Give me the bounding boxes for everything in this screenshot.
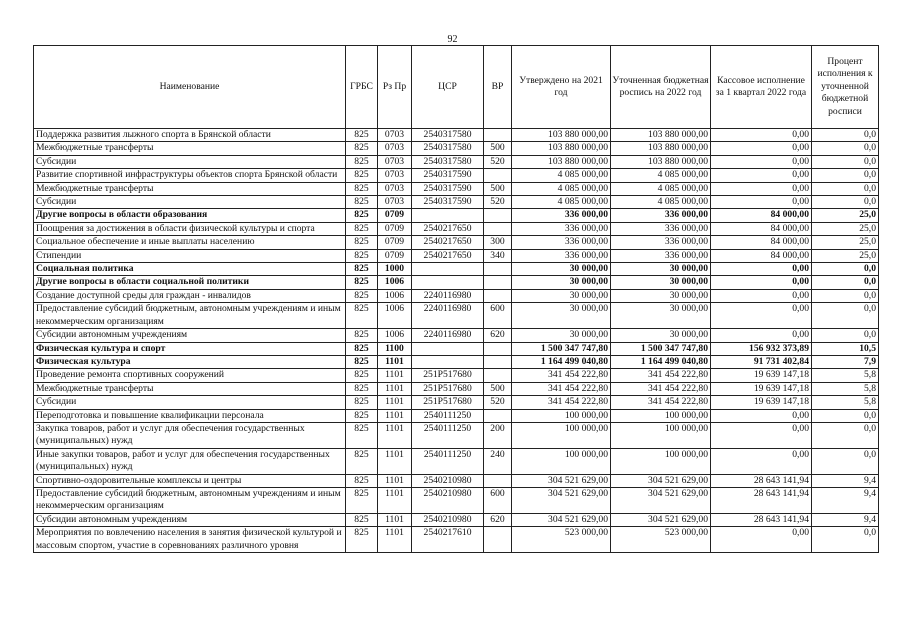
- cell-name: Межбюджетные трансферты: [34, 142, 346, 155]
- cell-vr: [484, 527, 512, 553]
- cell-rzpr: 1101: [378, 474, 412, 487]
- cell-vr: 600: [484, 487, 512, 513]
- cell-grbs: 825: [346, 169, 378, 182]
- cell-percent: 0,0: [812, 263, 879, 276]
- cell-refined: 336 000,00: [611, 249, 711, 262]
- cell-rzpr: 1101: [378, 355, 412, 368]
- cell-name: Поддержка развития лыжного спорта в Брянской области: [34, 129, 346, 142]
- cell-approved: 103 880 000,00: [512, 155, 611, 168]
- cell-grbs: 825: [346, 155, 378, 168]
- cell-percent: 0,0: [812, 129, 879, 142]
- cell-refined: 103 880 000,00: [611, 142, 711, 155]
- cell-cash: 0,00: [711, 169, 812, 182]
- cell-vr: 500: [484, 182, 512, 195]
- cell-cash: 28 643 141,94: [711, 513, 812, 526]
- cell-approved: 304 521 629,00: [512, 474, 611, 487]
- cell-csr: 2540210980: [412, 513, 484, 526]
- cell-percent: 0,0: [812, 182, 879, 195]
- header-name: Наименование: [34, 46, 346, 129]
- cell-name: Проведение ремонта спортивных сооружений: [34, 369, 346, 382]
- header-vr: ВР: [484, 46, 512, 129]
- cell-percent: 9,4: [812, 513, 879, 526]
- cell-csr: 2540111250: [412, 448, 484, 474]
- cell-grbs: 825: [346, 396, 378, 409]
- cell-grbs: 825: [346, 222, 378, 235]
- cell-rzpr: 1101: [378, 369, 412, 382]
- cell-cash: 0,00: [711, 289, 812, 302]
- cell-vr: 300: [484, 236, 512, 249]
- cell-vr: [484, 355, 512, 368]
- cell-approved: 336 000,00: [512, 249, 611, 262]
- cell-rzpr: 1000: [378, 263, 412, 276]
- table-row: [34, 474, 879, 487]
- cell-grbs: 825: [346, 487, 378, 513]
- table-row: [34, 276, 879, 289]
- cell-name: Межбюджетные трансферты: [34, 182, 346, 195]
- cell-rzpr: 0709: [378, 209, 412, 222]
- cell-rzpr: 1101: [378, 409, 412, 422]
- cell-vr: 600: [484, 303, 512, 329]
- cell-name: Субсидии автономным учреждениям: [34, 513, 346, 526]
- cell-rzpr: 0703: [378, 155, 412, 168]
- cell-name: Предоставление субсидий бюджетным, автономным учреждениям и иным некоммерческим организациям: [34, 303, 346, 329]
- cell-approved: 304 521 629,00: [512, 513, 611, 526]
- cell-percent: 0,0: [812, 289, 879, 302]
- cell-name: Физическая культура и спорт: [34, 342, 346, 355]
- cell-percent: 0,0: [812, 142, 879, 155]
- cell-rzpr: 0703: [378, 182, 412, 195]
- cell-approved: 100 000,00: [512, 409, 611, 422]
- cell-name: Спортивно-оздоровительные комплексы и центры: [34, 474, 346, 487]
- cell-vr: 500: [484, 142, 512, 155]
- cell-refined: 341 454 222,80: [611, 382, 711, 395]
- table-row: [34, 222, 879, 235]
- cell-vr: [484, 409, 512, 422]
- cell-grbs: 825: [346, 448, 378, 474]
- table-row: [34, 342, 879, 355]
- cell-vr: [484, 263, 512, 276]
- cell-grbs: 825: [346, 369, 378, 382]
- cell-approved: 304 521 629,00: [512, 487, 611, 513]
- cell-approved: 523 000,00: [512, 527, 611, 553]
- table-header-row: [34, 46, 879, 129]
- cell-vr: 200: [484, 422, 512, 448]
- cell-name: Иные закупки товаров, работ и услуг для обеспечения государственных (муниципальных) нужд: [34, 448, 346, 474]
- cell-vr: [484, 129, 512, 142]
- cell-name: Переподготовка и повышение квалификации персонала: [34, 409, 346, 422]
- cell-percent: 0,0: [812, 329, 879, 342]
- cell-percent: 0,0: [812, 422, 879, 448]
- cell-name: Субсидии: [34, 396, 346, 409]
- cell-name: Социальная политика: [34, 263, 346, 276]
- cell-refined: 30 000,00: [611, 329, 711, 342]
- cell-approved: 103 880 000,00: [512, 142, 611, 155]
- cell-vr: [484, 209, 512, 222]
- cell-refined: 30 000,00: [611, 289, 711, 302]
- cell-percent: 7,9: [812, 355, 879, 368]
- cell-percent: 5,8: [812, 382, 879, 395]
- cell-name: Другие вопросы в области социальной политики: [34, 276, 346, 289]
- table-row: [34, 182, 879, 195]
- table-row: [34, 369, 879, 382]
- cell-grbs: 825: [346, 236, 378, 249]
- cell-approved: 30 000,00: [512, 289, 611, 302]
- cell-refined: 4 085 000,00: [611, 182, 711, 195]
- cell-csr: 2540210980: [412, 487, 484, 513]
- cell-csr: 2540217650: [412, 236, 484, 249]
- cell-cash: 19 639 147,18: [711, 396, 812, 409]
- cell-cash: 28 643 141,94: [711, 487, 812, 513]
- cell-vr: 520: [484, 196, 512, 209]
- cell-csr: 2240116980: [412, 303, 484, 329]
- table-row: [34, 209, 879, 222]
- cell-name: Другие вопросы в области образования: [34, 209, 346, 222]
- header-rzpr: Рз Пр: [378, 46, 412, 129]
- cell-rzpr: 0703: [378, 169, 412, 182]
- cell-cash: 0,00: [711, 196, 812, 209]
- cell-rzpr: 1101: [378, 396, 412, 409]
- cell-grbs: 825: [346, 527, 378, 553]
- cell-csr: 2540317590: [412, 169, 484, 182]
- cell-grbs: 825: [346, 182, 378, 195]
- cell-vr: 520: [484, 396, 512, 409]
- cell-approved: 1 164 499 040,80: [512, 355, 611, 368]
- cell-refined: 30 000,00: [611, 303, 711, 329]
- cell-name: Социальное обеспечение и иные выплаты населению: [34, 236, 346, 249]
- cell-cash: 156 932 373,89: [711, 342, 812, 355]
- cell-approved: 30 000,00: [512, 276, 611, 289]
- cell-rzpr: 1101: [378, 527, 412, 553]
- table-row: [34, 409, 879, 422]
- cell-refined: 341 454 222,80: [611, 369, 711, 382]
- cell-approved: 30 000,00: [512, 329, 611, 342]
- cell-vr: [484, 276, 512, 289]
- cell-refined: 103 880 000,00: [611, 129, 711, 142]
- cell-approved: 100 000,00: [512, 448, 611, 474]
- cell-percent: 5,8: [812, 396, 879, 409]
- cell-refined: 1 500 347 747,80: [611, 342, 711, 355]
- cell-cash: 0,00: [711, 129, 812, 142]
- cell-grbs: 825: [346, 263, 378, 276]
- cell-approved: 341 454 222,80: [512, 396, 611, 409]
- cell-cash: 19 639 147,18: [711, 382, 812, 395]
- cell-vr: [484, 342, 512, 355]
- cell-csr: 2540111250: [412, 409, 484, 422]
- cell-refined: 100 000,00: [611, 448, 711, 474]
- cell-vr: [484, 169, 512, 182]
- cell-cash: 84 000,00: [711, 236, 812, 249]
- cell-name: Межбюджетные трансферты: [34, 382, 346, 395]
- cell-name: Развитие спортивной инфраструктуры объектов спорта Брянской области: [34, 169, 346, 182]
- cell-rzpr: 1101: [378, 513, 412, 526]
- cell-refined: 336 000,00: [611, 236, 711, 249]
- header-csr: ЦСР: [412, 46, 484, 129]
- cell-csr: 251P517680: [412, 396, 484, 409]
- cell-csr: 2540217650: [412, 249, 484, 262]
- cell-name: Поощрения за достижения в области физической культуры и спорта: [34, 222, 346, 235]
- cell-percent: 0,0: [812, 448, 879, 474]
- cell-approved: 4 085 000,00: [512, 169, 611, 182]
- cell-cash: 0,00: [711, 329, 812, 342]
- cell-csr: 2540317580: [412, 155, 484, 168]
- cell-approved: 336 000,00: [512, 222, 611, 235]
- cell-name: Субсидии: [34, 155, 346, 168]
- table-row: [34, 527, 879, 553]
- cell-cash: 84 000,00: [711, 222, 812, 235]
- cell-vr: 620: [484, 329, 512, 342]
- cell-vr: 500: [484, 382, 512, 395]
- cell-rzpr: 1006: [378, 276, 412, 289]
- cell-approved: 1 500 347 747,80: [512, 342, 611, 355]
- cell-approved: 100 000,00: [512, 422, 611, 448]
- cell-name: Субсидии: [34, 196, 346, 209]
- cell-csr: 2540317590: [412, 182, 484, 195]
- cell-refined: 523 000,00: [611, 527, 711, 553]
- table-row: [34, 382, 879, 395]
- table-row: [34, 422, 879, 448]
- cell-refined: 100 000,00: [611, 422, 711, 448]
- cell-approved: 103 880 000,00: [512, 129, 611, 142]
- cell-rzpr: 0703: [378, 142, 412, 155]
- cell-grbs: 825: [346, 249, 378, 262]
- cell-cash: 91 731 402,84: [711, 355, 812, 368]
- cell-percent: 25,0: [812, 236, 879, 249]
- cell-name: Закупка товаров, работ и услуг для обеспечения государственных (муниципальных) нужд: [34, 422, 346, 448]
- cell-cash: 0,00: [711, 155, 812, 168]
- cell-approved: 341 454 222,80: [512, 369, 611, 382]
- cell-rzpr: 0709: [378, 222, 412, 235]
- cell-csr: 2540317580: [412, 142, 484, 155]
- cell-percent: 0,0: [812, 303, 879, 329]
- cell-refined: 100 000,00: [611, 409, 711, 422]
- table-row: [34, 249, 879, 262]
- table-row: [34, 129, 879, 142]
- cell-cash: 28 643 141,94: [711, 474, 812, 487]
- cell-cash: 0,00: [711, 276, 812, 289]
- cell-grbs: 825: [346, 342, 378, 355]
- table-row: [34, 448, 879, 474]
- cell-grbs: 825: [346, 329, 378, 342]
- table-row: [34, 169, 879, 182]
- table-row: [34, 303, 879, 329]
- cell-approved: 30 000,00: [512, 263, 611, 276]
- cell-grbs: 825: [346, 355, 378, 368]
- cell-refined: 304 521 629,00: [611, 513, 711, 526]
- table-row: [34, 263, 879, 276]
- cell-csr: 2540210980: [412, 474, 484, 487]
- cell-name: Мероприятия по вовлечению населения в занятия физической культурой и массовым спортом, участие в соревнованиях различного уровня: [34, 527, 346, 553]
- cell-csr: [412, 342, 484, 355]
- cell-vr: [484, 474, 512, 487]
- cell-csr: [412, 209, 484, 222]
- cell-rzpr: 0703: [378, 129, 412, 142]
- cell-cash: 19 639 147,18: [711, 369, 812, 382]
- cell-grbs: 825: [346, 303, 378, 329]
- cell-approved: 336 000,00: [512, 236, 611, 249]
- cell-approved: 30 000,00: [512, 303, 611, 329]
- cell-approved: 336 000,00: [512, 209, 611, 222]
- cell-name: Стипендии: [34, 249, 346, 262]
- cell-refined: 304 521 629,00: [611, 474, 711, 487]
- table-body: [34, 129, 879, 553]
- table-row: [34, 196, 879, 209]
- cell-grbs: 825: [346, 209, 378, 222]
- table-row: [34, 329, 879, 342]
- cell-cash: 0,00: [711, 527, 812, 553]
- cell-refined: 103 880 000,00: [611, 155, 711, 168]
- cell-approved: 4 085 000,00: [512, 196, 611, 209]
- cell-vr: 240: [484, 448, 512, 474]
- cell-name: Создание доступной среды для граждан - инвалидов: [34, 289, 346, 302]
- cell-percent: 5,8: [812, 369, 879, 382]
- cell-rzpr: 0703: [378, 196, 412, 209]
- cell-cash: 0,00: [711, 303, 812, 329]
- cell-name: Физическая культура: [34, 355, 346, 368]
- cell-rzpr: 0709: [378, 249, 412, 262]
- cell-csr: 251P517680: [412, 382, 484, 395]
- cell-refined: 341 454 222,80: [611, 396, 711, 409]
- cell-csr: 2240116980: [412, 329, 484, 342]
- cell-refined: 30 000,00: [611, 263, 711, 276]
- cell-grbs: 825: [346, 422, 378, 448]
- cell-percent: 0,0: [812, 527, 879, 553]
- cell-grbs: 825: [346, 196, 378, 209]
- cell-vr: 620: [484, 513, 512, 526]
- cell-percent: 9,4: [812, 487, 879, 513]
- table-row: [34, 396, 879, 409]
- page-number: 92: [447, 34, 458, 45]
- cell-cash: 0,00: [711, 409, 812, 422]
- cell-csr: 2540317590: [412, 196, 484, 209]
- cell-name: Предоставление субсидий бюджетным, автономным учреждениям и иным некоммерческим организациям: [34, 487, 346, 513]
- cell-percent: 0,0: [812, 409, 879, 422]
- cell-rzpr: 1006: [378, 329, 412, 342]
- cell-rzpr: 0709: [378, 236, 412, 249]
- cell-percent: 0,0: [812, 155, 879, 168]
- cell-vr: [484, 222, 512, 235]
- cell-grbs: 825: [346, 474, 378, 487]
- cell-percent: 0,0: [812, 276, 879, 289]
- cell-name: Субсидии автономным учреждениям: [34, 329, 346, 342]
- cell-refined: 30 000,00: [611, 276, 711, 289]
- cell-csr: [412, 355, 484, 368]
- header-refined: Уточненная бюджетная роспись на 2022 год: [611, 46, 711, 129]
- cell-cash: 0,00: [711, 448, 812, 474]
- cell-cash: 0,00: [711, 263, 812, 276]
- cell-csr: 2540317580: [412, 129, 484, 142]
- cell-vr: [484, 369, 512, 382]
- cell-csr: [412, 276, 484, 289]
- cell-rzpr: 1006: [378, 303, 412, 329]
- table-row: [34, 142, 879, 155]
- cell-vr: [484, 289, 512, 302]
- cell-percent: 0,0: [812, 196, 879, 209]
- cell-cash: 0,00: [711, 422, 812, 448]
- cell-refined: 336 000,00: [611, 222, 711, 235]
- cell-grbs: 825: [346, 289, 378, 302]
- header-cash: Кассовое исполнение за 1 квартал 2022 года: [711, 46, 812, 129]
- cell-csr: [412, 263, 484, 276]
- cell-percent: 25,0: [812, 209, 879, 222]
- table-row: [34, 513, 879, 526]
- cell-cash: 84 000,00: [711, 209, 812, 222]
- cell-grbs: 825: [346, 513, 378, 526]
- table-row: [34, 487, 879, 513]
- cell-cash: 0,00: [711, 182, 812, 195]
- header-percent: Процент исполнения к уточненной бюджетной росписи: [812, 46, 879, 129]
- budget-table: [33, 45, 879, 553]
- cell-csr: 2540111250: [412, 422, 484, 448]
- cell-rzpr: 1101: [378, 422, 412, 448]
- cell-csr: 251P517680: [412, 369, 484, 382]
- cell-csr: 2240116980: [412, 289, 484, 302]
- cell-refined: 304 521 629,00: [611, 487, 711, 513]
- cell-approved: 341 454 222,80: [512, 382, 611, 395]
- cell-rzpr: 1100: [378, 342, 412, 355]
- cell-csr: 2540217650: [412, 222, 484, 235]
- cell-rzpr: 1101: [378, 487, 412, 513]
- cell-percent: 25,0: [812, 222, 879, 235]
- table-row: [34, 355, 879, 368]
- header-grbs: ГРБС: [346, 46, 378, 129]
- table-row: [34, 236, 879, 249]
- cell-percent: 9,4: [812, 474, 879, 487]
- cell-rzpr: 1101: [378, 448, 412, 474]
- cell-grbs: 825: [346, 409, 378, 422]
- cell-percent: 25,0: [812, 249, 879, 262]
- cell-cash: 84 000,00: [711, 249, 812, 262]
- cell-csr: 2540217610: [412, 527, 484, 553]
- cell-refined: 1 164 499 040,80: [611, 355, 711, 368]
- cell-grbs: 825: [346, 382, 378, 395]
- cell-cash: 0,00: [711, 142, 812, 155]
- cell-refined: 4 085 000,00: [611, 196, 711, 209]
- cell-percent: 0,0: [812, 169, 879, 182]
- header-approved: Утверждено на 2021 год: [512, 46, 611, 129]
- cell-refined: 4 085 000,00: [611, 169, 711, 182]
- cell-approved: 4 085 000,00: [512, 182, 611, 195]
- cell-refined: 336 000,00: [611, 209, 711, 222]
- cell-vr: 520: [484, 155, 512, 168]
- cell-grbs: 825: [346, 142, 378, 155]
- cell-rzpr: 1101: [378, 382, 412, 395]
- cell-rzpr: 1006: [378, 289, 412, 302]
- table-row: [34, 289, 879, 302]
- cell-grbs: 825: [346, 129, 378, 142]
- cell-percent: 10,5: [812, 342, 879, 355]
- cell-grbs: 825: [346, 276, 378, 289]
- cell-vr: 340: [484, 249, 512, 262]
- table-row: [34, 155, 879, 168]
